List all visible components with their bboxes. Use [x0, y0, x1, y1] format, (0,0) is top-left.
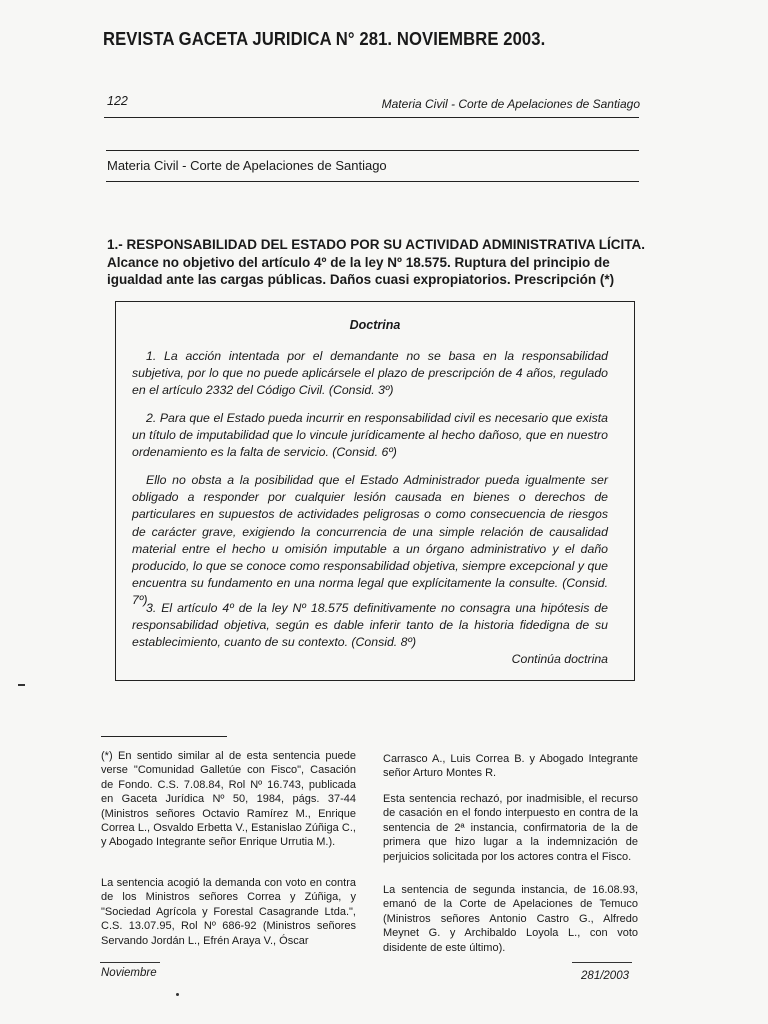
doctrina-paragraph-2: 2. Para que el Estado pueda incurrir en responsabilidad civil es necesario que exista un título de imputabilidad que lo vincule jurídicamente al hecho dañoso, que en nuestro ordenamiento es la falta de servicio. (Consid. 6º) [132, 411, 608, 460]
doctrina-paragraph-4: 3. El artículo 4º de la ley Nº 18.575 definitivamente no consagra una hipótesis de responsabilidad objetiva, según es dable inferir tanto de la historia fidedigna de su establecimiento, cuanto de su contexto. (Consid. 8º) [132, 601, 608, 650]
footer-rule-left [100, 962, 160, 963]
section-rule-bottom [106, 181, 639, 182]
footer-issue: 281/2003 [581, 970, 629, 982]
running-head: Materia Civil - Corte de Apelaciones de Santiago [381, 97, 640, 111]
doctrina-box [115, 301, 635, 681]
scan-speck [18, 684, 25, 686]
case-headline [107, 236, 646, 289]
scan-speck [176, 993, 179, 996]
journal-title: REVISTA GACETA JURIDICA N° 281. NOVIEMBRE 2003. [103, 28, 546, 49]
section-rule-top [106, 150, 639, 151]
footer-month: Noviembre [101, 967, 157, 979]
footnote-right-paragraph-2: Esta sentencia rechazó, por inadmisible, el recurso de casación en el fondo interpuesto en contra de la sentencia de 2ª instancia, confirmatoria de la de primera que hizo lugar a la indemnización de perjuicios solicitada por los actores contra el Fisco. [383, 793, 638, 863]
footnote-left-paragraph-1: (*) En sentido similar al de esta sentencia puede verse "Comunidad Galletúe con Fisco", Casación de Fondo. C.S. 7.08.84, Rol Nº 16.743, publicada en Gaceta Jurídica Nº 50, 1984, págs. 37-44 (Ministros señores Octavio Ramírez M., Enrique Correa L., Osvaldo Erbetta V., Estanislao Zúñiga C., y Abogado Integrante señor Enrique Urrutia M.). [101, 750, 356, 849]
footnote-left-paragraph-2: La sentencia acogió la demanda con voto en contra de los Ministros señores Correa y Zúñiga, y "Sociedad Agrícola y Forestal Casagrande Ltda.", C.S. 13.07.95, Rol Nº 686-92 (Ministros señores Servando Jordán L., Efrén Araya V., Óscar [101, 877, 356, 947]
continua-doctrina: Continúa doctrina [511, 652, 608, 666]
doctrina-title: Doctrina [349, 318, 401, 332]
section-title: Materia Civil - Corte de Apelaciones de Santiago [107, 158, 387, 173]
header-rule [104, 117, 639, 118]
doctrina-paragraph-3: Ello no obsta a la posibilidad que el Estado Administrador pueda igualmente ser obligado a responder por cualquier lesión causada en bienes o derechos de particulares en supuestos de actividades peligrosas o como consecuencia de riesgos de carácter grave, exigiendo la concurrencia de una simple relación de causalidad material entre el hecho u omisión imputable a un órgano administrativo y el daño producido, lo que se conoce como responsabilidad objetiva, siempre excepcional y que encuentra su fundamento en una norma legal que explícitamente la consulte. (Consid. 7º) [132, 473, 608, 608]
headline-rest: Alcance no objetivo del artículo 4º de la ley Nº 18.575. Ruptura del principio de igualdad ante las cargas públicas. Daños cuasi expropiatorios. Prescripción (*) [107, 254, 615, 287]
headline-line-1: 1.- RESPONSABILIDAD DEL ESTADO POR SU ACTIVIDAD ADMINISTRATIVA LÍCITA. [107, 237, 646, 252]
footnote-right-paragraph-1: Carrasco A., Luis Correa B. y Abogado Integrante señor Arturo Montes R. [383, 753, 638, 780]
footer-rule-right [572, 962, 632, 963]
page-number: 122 [107, 94, 128, 108]
footnote-rule [101, 736, 227, 737]
doctrina-paragraph-1: 1. La acción intentada por el demandante no se basa en la responsabilidad subjetiva, por lo que no puede aplicársele el plazo de prescripción de 4 años, regulado en el artículo 2332 del Código Civil. (Consid. 3º) [132, 349, 608, 398]
footnote-right-paragraph-3: La sentencia de segunda instancia, de 16.08.93, emanó de la Corte de Apelaciones de Temuco (Ministros señores Antonio Castro G., Alfredo Meynet G. y Archibaldo Loyola L., con voto disidente de este último). [383, 884, 638, 954]
